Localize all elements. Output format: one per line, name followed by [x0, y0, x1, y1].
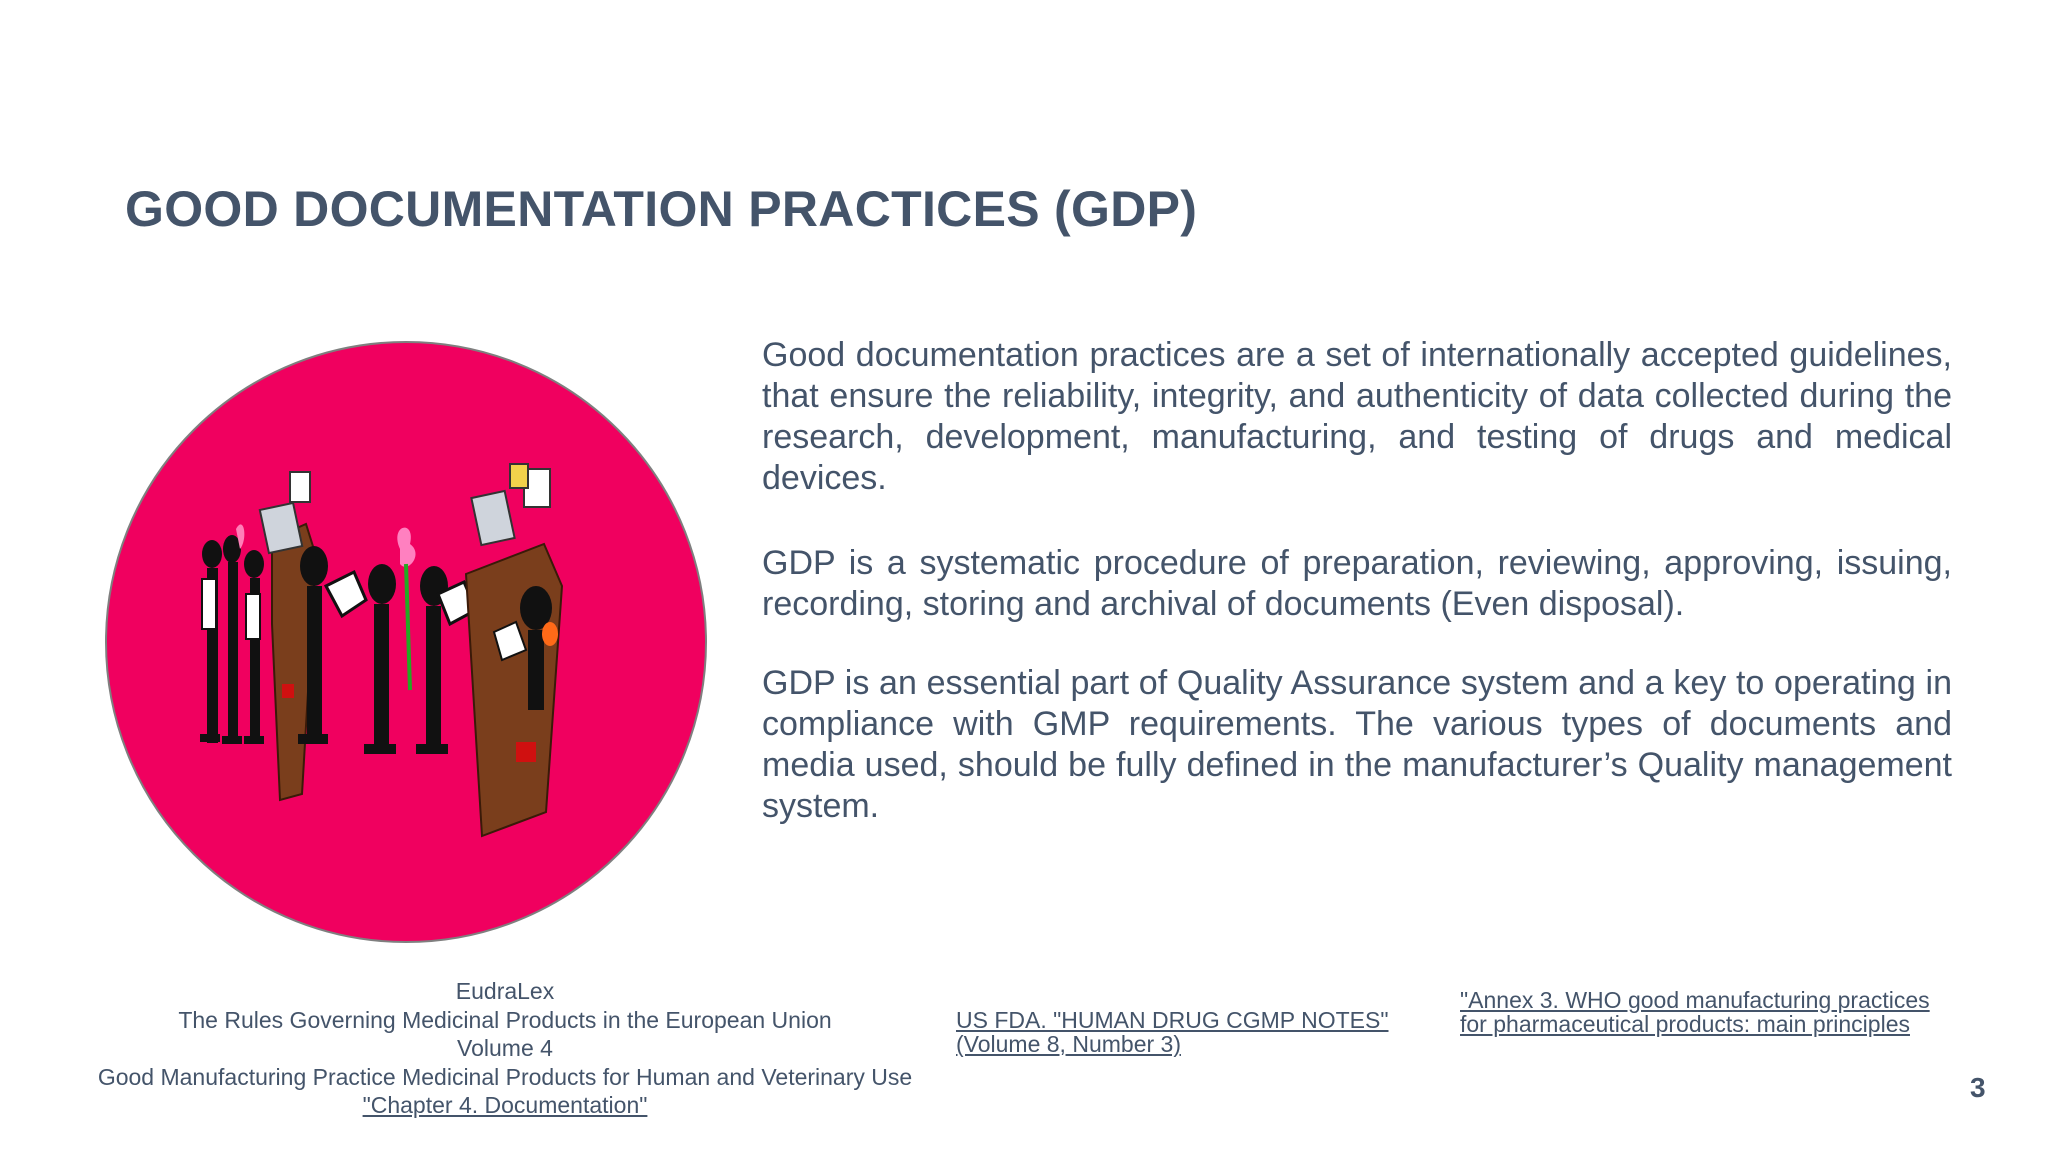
paragraph-quality-assurance: GDP is an essential part of Quality Assurance system and a key to operating in compliance with GMP requirements. The various types of documents and media used, should be fully defined in the manufacturer’s Quality management system. [762, 664, 1952, 825]
eudralex-line-3: Volume 4 [457, 1035, 553, 1061]
paragraph-definition: Good documentation practices are a set of internationally accepted guidelines, that ensure the reliability, integrity, and authenticity of data collected during the research, development, manufacturing, and testing of drugs and medical devices. [762, 336, 1952, 497]
slide-title: GOOD DOCUMENTATION PRACTICES (GDP) [125, 181, 1198, 237]
who-reference [1460, 988, 1940, 1036]
chapter-4-documentation-link[interactable]: "Chapter 4. Documentation" [362, 1092, 648, 1118]
paragraph-procedure: GDP is a systematic procedure of preparation, reviewing, approving, issuing, recording, storing and archival of documents (Even disposal). [762, 544, 1952, 623]
who-gmp-annex-link[interactable]: "Annex 3. WHO good manufacturing practices for pharmaceutical products: main principles [1460, 987, 1930, 1037]
pink-circle-background [106, 342, 706, 942]
eudralex-line-4: Good Manufacturing Practice Medicinal Products for Human and Veterinary Use [97, 1063, 913, 1090]
fda-cgmp-notes-link[interactable]: US FDA. "HUMAN DRUG CGMP NOTES" (Volume 8, Number 3) [956, 1007, 1389, 1057]
page-number: 3 [1970, 1072, 1986, 1103]
eudralex-line-1: EudraLex [455, 978, 555, 1004]
body-text [762, 335, 1952, 827]
fda-reference [956, 1008, 1466, 1056]
eudralex-reference [70, 977, 940, 1120]
eudralex-line-2: The Rules Governing Medicinal Products in the European Union [178, 1006, 832, 1033]
queue-illustration [104, 324, 708, 960]
